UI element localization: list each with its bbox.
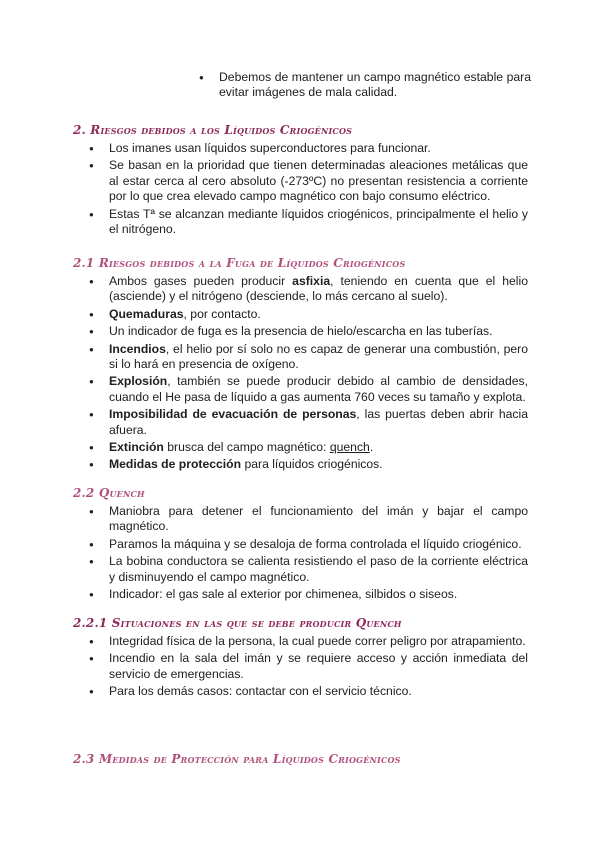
list-item: ● Extinción brusca del campo magnético: quench. <box>81 440 528 455</box>
list-item: ● Imposibilidad de evacuación de personas, las puertas deben abrir hacia afuera. <box>81 407 528 438</box>
section-2-2-heading: 2.2 Quench <box>73 486 145 500</box>
list-item: ● Debemos de mantener un campo magnético estable para evitar imágenes de mala calidad. <box>191 70 531 101</box>
section-2-heading: 2. Riesgos debidos a los Líquidos Criogénicos <box>73 123 353 137</box>
section-2-3-heading: 2.3 Medidas de Protección para Líquidos Criogénicos <box>73 752 401 766</box>
list-item: ● Indicador: el gas sale al exterior por chimenea, silbidos o siseos. <box>81 587 528 602</box>
list-item: ● Incendios, el helio por sí solo no es capaz de generar una combustión, pero si lo hará en presencia de oxígeno. <box>81 342 528 373</box>
list-item: ● Paramos la máquina y se desaloja de forma controlada el líquido criogénico. <box>81 537 528 552</box>
list-item: ● Maniobra para detener el funcionamiento del imán y bajar el campo magnético. <box>81 504 528 535</box>
quench-link[interactable]: quench <box>329 440 370 455</box>
section-2-2-1-heading: 2.2.1 Situaciones en las que se debe producir Quench <box>73 616 402 630</box>
list-item: ● Los imanes usan líquidos superconductores para funcionar. <box>81 141 528 156</box>
list-item: ● Medidas de protección para líquidos criogénicos. <box>81 457 528 472</box>
list-item: ● Quemaduras, por contacto. <box>81 307 528 322</box>
list-item: ● Incendio en la sala del imán y se requiere acceso y acción inmediata del servicio de emergencias. <box>81 651 528 682</box>
top-list <box>191 70 531 103</box>
list-item: ● Ambos gases pueden producir asfixia, teniendo en cuenta que el helio (asciende) y el nitrógeno (desciende, lo más cercano al suelo). <box>81 274 528 305</box>
list-item: ● Integridad física de la persona, la cual puede correr peligro por atrapamiento. <box>81 634 528 649</box>
section-2-list <box>81 141 528 239</box>
list-item: ● Explosión, también se puede producir debido al cambio de densidades, cuando el He pasa de líquido a gas aumenta 760 veces su tamaño y explota. <box>81 374 528 405</box>
section-2-2-list <box>81 504 528 604</box>
list-item: ● Un indicador de fuga es la presencia de hielo/escarcha en las tuberías. <box>81 324 528 339</box>
section-2-2-1-list <box>81 634 528 702</box>
list-item: ● Se basan en la prioridad que tienen determinadas aleaciones metálicas que al estar cerca al cero absoluto (-273ºC) no presentan resistencia a corriente por lo que crea elevado campo magnético con bajo consumo eléctrico. <box>81 158 528 204</box>
list-item: ● Para los demás casos: contactar con el servicio técnico. <box>81 684 528 699</box>
section-2-1-list <box>81 274 528 475</box>
list-item: ● Estas Tª se alcanzan mediante líquidos criogénicos, principalmente el helio y el nitrógeno. <box>81 207 528 238</box>
list-item: ● La bobina conductora se calienta resistiendo el paso de la corriente eléctrica y disminuyendo el campo magnético. <box>81 554 528 585</box>
section-2-1-heading: 2.1 Riesgos debidos a la Fuga de Líquidos Criogénicos <box>73 256 406 270</box>
